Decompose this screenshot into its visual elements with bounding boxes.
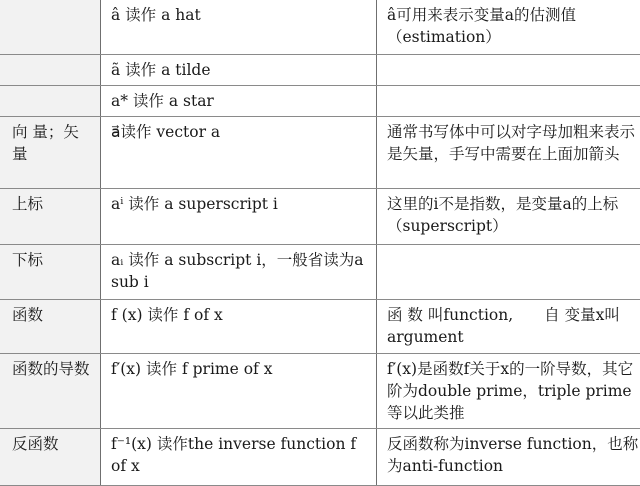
term-cell	[0, 0, 101, 54]
term-cell: 向 量；矢量	[0, 116, 101, 188]
reading-cell: aᵢ 读作 a subscript i，一般省读为a sub i	[101, 244, 377, 299]
table-row	[0, 244, 640, 299]
notes-cell: 函 数 叫function, 自 变量x叫argument	[377, 299, 640, 353]
table-row	[0, 54, 640, 85]
term-cell	[0, 85, 101, 116]
reading-cell: f (x) 读作 f of x	[101, 299, 377, 353]
notes-cell: 反函数称为inverse function，也称为anti-function	[377, 428, 640, 485]
table-row	[0, 299, 640, 353]
reading-cell: f′(x) 读作 f prime of x	[101, 353, 377, 428]
table-row	[0, 85, 640, 116]
notes-cell: 通常书写体中可以对字母加粗来表示是矢量，手写中需要在上面加箭头	[377, 116, 640, 188]
notes-cell	[377, 244, 640, 299]
notes-cell: 这里的i不是指数，是变量a的上标（superscript）	[377, 188, 640, 244]
notes-cell	[377, 54, 640, 85]
reading-cell: aⁱ 读作 a superscript i	[101, 188, 377, 244]
term-cell: 函数	[0, 299, 101, 353]
notes-cell	[377, 85, 640, 116]
term-cell: 上标	[0, 188, 101, 244]
reading-cell: f⁻¹(x) 读作the inverse function f of x	[101, 428, 377, 485]
term-cell: 反函数	[0, 428, 101, 485]
term-cell	[0, 54, 101, 85]
table-row	[0, 116, 640, 188]
term-cell: 函数的导数	[0, 353, 101, 428]
table-row	[0, 353, 640, 428]
table-row	[0, 188, 640, 244]
reading-cell: ã 读作 a tilde	[101, 54, 377, 85]
table-row	[0, 0, 640, 54]
notes-cell: â可用来表示变量a的估测值（estimation）	[377, 0, 640, 54]
term-cell: 下标	[0, 244, 101, 299]
reading-cell: a* 读作 a star	[101, 85, 377, 116]
reading-cell: a⃗读作 vector a	[101, 116, 377, 188]
reading-cell: â 读作 a hat	[101, 0, 377, 54]
notes-cell: f′(x)是函数f关于x的一阶导数，其它阶为double prime，triple prime等以此类推	[377, 353, 640, 428]
table-row	[0, 428, 640, 485]
